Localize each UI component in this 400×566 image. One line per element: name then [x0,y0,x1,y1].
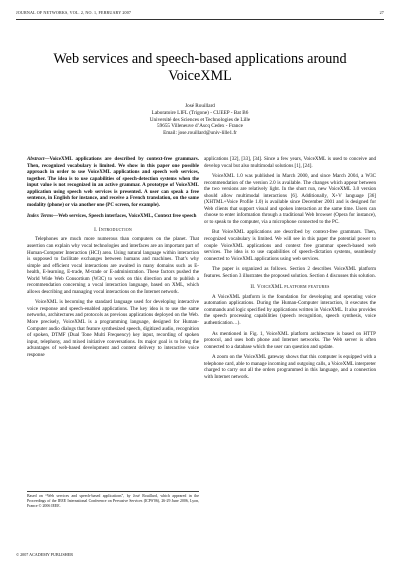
publisher-footer: © 2007 ACADEMY PUBLISHER [16,552,73,557]
journal-name: JOURNAL OF NETWORKS, VOL. 2, NO. 1, FEBRUARY 2007 [16,10,132,15]
paragraph: VoiceXML is becoming the standard language used for developing interactive voice response and speech-enabled applications. The key idea is to use the same networks, architectures and protocols as previous applications deployed on the Web. More precisely, VoiceXML is a programming language, designed for Human-Computer audio dialogs that feature synthesized speech, digitized audio, recognition of spoken, DTMF (Dual Tone Multi Frequency) key input, recording of spoken input, telephony, and mixed initiative conversations. Its major goal is to bring the advantages of web-based development and content delivery to interactive voice response [27,299,199,358]
paragraph: The paper is organized as follows. Section 2 describes VoiceXML platform features. Section 3 illustrates the proposed solution. Section 4 discusses this solution. [204,266,376,279]
paper-title: Web services and speech-based applications around VoiceXML [53,51,347,84]
abstract-text: —VoiceXML applications are described by context-free grammars. Then, recognized vocabulary is limited. We show in this paper one possible approach in order to use VoiceXML applications and speech web services, together. The idea is to use capabilities of speech-detection systems when the input value is not recognized in an active grammar. A prototype of VoiceXML application using speech web services is presented. A user can speak a free sentence, in English for instance, and receive a French translation, on the same modality (phone) or via another one (PC screen, for example). [27,156,199,208]
abstract-label: Abstract [27,156,45,162]
paragraph: applications [32], [33], [34]. Since a few years, VoiceXML is used to conceive and develop vocal but also multimodal solutions [1], [24]. [204,156,376,169]
index-terms-text: —Web services, Speech interfaces, VoiceXML, Context free speech [53,213,197,220]
author-email: Email: jose.rouillard@univ-lille1.fr [163,130,237,137]
footnote: Based on “Web services and speech-based applications”, by José Rouillard, which appeared in the Proceedings of the IEEE International Conference on Pervasive Services (ICPS'06), 26-29 June 2006, Lyon, France © 2006 IEEE. [27,491,199,509]
paragraph: But VoiceXML applications are described by context-free grammars. Then, recognized vocabulary is limited. We will see in this paper the potential power to couple VoiceXML applications and context free grammar speech-based web services. The idea is to use capabilities of speech-dictation systems, seamlessly connected to VoiceXML applications using web services. [204,229,376,262]
author-name: José Rouillard [185,103,215,109]
author-university: Université des Sciences et Technologies de Lille [149,116,251,123]
author-city: 59655 Villeneuve d’Ascq Cedex - France [157,123,243,130]
paragraph: A VoiceXML platform is the foundation for developing and operating voice automation applications. During the Human-Computer interaction, it executes the commands and logic specified by applications written in VoiceXML. It also provides the speech processing capabilities (speech recognition, speech synthesis, voice authentication…). [204,293,376,327]
author-block [60,103,340,137]
paragraph: As mentioned in Fig. 1, VoiceXML platform architecture is based on HTTP protocol, and uses both phone and Internet networks. The Web server is often connected to a database which the user can question and update. [204,330,376,350]
paragraph: Telephones are much more numerous than computers on the planet. That assertion can explain why vocal technologies and interfaces are an important part of Human-Computer Interaction (HCI) area. Using natural language within interaction is supposed to facilitate exchanges between humans and machines. That’s why simple and efficient vocal interactions are awaited in many domains such as E-health, E-learning, E-trade, M-trade or E-administration. These factors pushed the World Wide Web Consortium (W3C) to work on this direction and to publish a recommendation concerning a vocal interaction language, based on XML, which allows describing and managing vocal interactions on the Internet network. [27,236,199,295]
index-terms [27,213,199,220]
paragraph: A zoom on the VoiceXML gateway shows that this computer is equipped with a telephone card, able to manage incoming and outgoing calls, a VoiceXML interpreter charged to carry out all the orders programmed in this language, and a connection with Internet network. [204,354,376,380]
abstract [27,156,199,208]
right-column [204,156,376,384]
section-heading-introduction: I. Introduction [94,226,132,233]
left-column [27,156,199,362]
index-terms-label: Index Terms [27,213,54,220]
paragraph: VoiceXML 1.0 was published in March 2000, and since March 2004, a W3C recommendation of the version 2.0 is available. The changes which appear between the two versions are relatively light. In the short run, new VoiceXML 3.0 version should allow multimodal interactions [6]. Additionally, X+V language [36] (XHTML+Voice Profile 1.0) is available since December 2001 and is designed for Web clients that support visual and spoken interaction at the same time. Users can choose to enter information through a traditional Web browser (Opera for instance), or to speak to the computer, via a microphone connected to the PC. [204,173,376,225]
author-lab: Laboratoire LIFL (Trigone) - CUEEP - Bat B6 [151,109,249,116]
section-heading-voicexml-platform: II. VoiceXML platform features [250,284,330,291]
running-head [16,10,384,20]
page-number: 27 [379,10,384,15]
